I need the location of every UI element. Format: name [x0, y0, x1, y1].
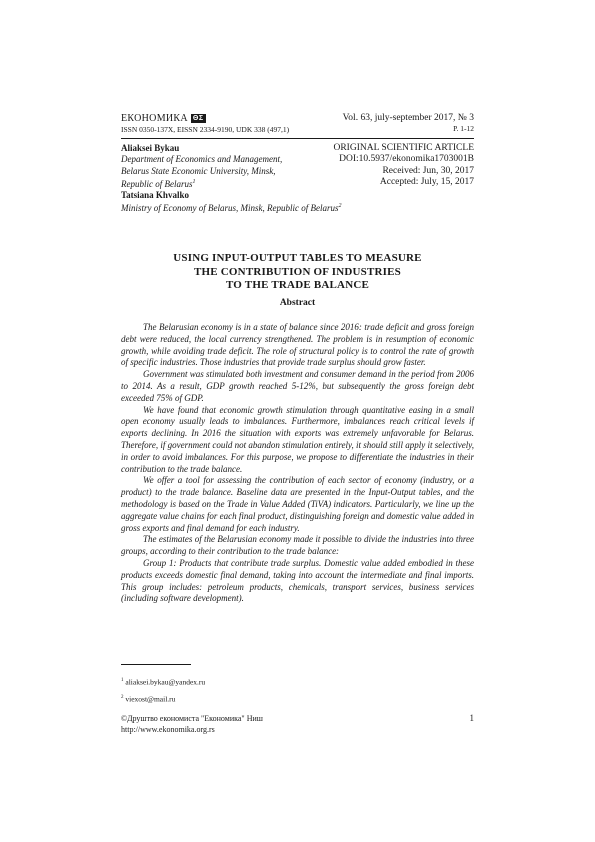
abstract-paragraph: Government was stimulated both investment and consumer demand in the period from 2006 to 2014. As a result, GDP growth reached 5-12%, but subsequently the gross foreign debt exceeded 75% of GDP.: [121, 369, 474, 403]
article-info: [333, 143, 474, 188]
footnote-mark-1: 1: [192, 178, 196, 185]
journal-name: ЕКОНОМИКА: [121, 113, 188, 124]
authors-block: [121, 143, 342, 215]
page-number: 1: [469, 713, 474, 723]
accepted-date: Accepted: July, 15, 2017: [379, 176, 474, 187]
publisher-url: http://www.ekonomika.org.rs: [121, 725, 215, 734]
footnote-mark-2: 2: [338, 203, 342, 210]
footnote-2: [121, 690, 205, 707]
author-2-affiliation: [121, 201, 342, 214]
footnote-2-mark: 2: [121, 694, 124, 700]
journal-header: [121, 113, 289, 134]
author-1-affiliation-line2: Belarus State Economic University, Minsk,: [121, 165, 276, 176]
footnote-divider: [121, 664, 191, 665]
abstract-body: [121, 322, 474, 605]
author-2-name: Tatsiana Khvalko: [121, 190, 189, 201]
author-1-affiliation-line1: Department of Economics and Management,: [121, 154, 283, 165]
abstract-heading: Abstract: [279, 298, 316, 308]
volume-info: [343, 113, 474, 133]
publisher-name: ©Друштво економиста "Економика" Ниш: [121, 714, 263, 723]
author-1-name: Aliaksei Bykau: [121, 143, 180, 153]
page-range: P. 1-12: [453, 124, 474, 133]
abstract-paragraph: The Belarusian economy is in a state of balance since 2016: trade deficit and gross foreign debt were reduced, the local currency strengthened. The problem is in resumption of economic growth, while avoiding trade deficit. The role of structural policy is to control the rate of growth of specific industries. Those industries that provide trade surplus should grow faster.: [121, 322, 474, 368]
footnote-2-email: viexost@mail.ru: [125, 694, 176, 703]
publisher-footer: [121, 713, 263, 735]
abstract-paragraph: We have found that economic growth stimulation through quantitative easing in a small open economy usually leads to imbalances. Furthermore, imbalances reach critical levels if exports declining. In 2016 the situation with exports was extremely unfavorable for Belarus. Therefore, if government could not abandon stimulation entirely, it should still apply it selectively, in order to avoid imbalances. For this purpose, we propose to differentiate the industries in their contribution to the trade balance.: [121, 404, 474, 474]
footnote-1: [121, 673, 205, 690]
footnote-1-mark: 1: [121, 678, 124, 683]
journal-logo: ΘΣ: [192, 115, 204, 122]
abstract-paragraph: Group 1: Products that contribute trade surplus. Domestic value added embodied in these products exceeds domestic final demand, taking into account the intermediate and final imports. This group includes: petroleum products, chemicals, transport services, business services (including software development).: [121, 557, 474, 604]
footnotes: [121, 673, 205, 706]
issn-line: ISSN 0350-137X, EISSN 2334-9190, UDK 338 (497,1): [121, 125, 290, 134]
article-title: [121, 252, 474, 293]
title-line-1: USING INPUT-OUTPUT TABLES TO MEASURE: [173, 252, 422, 264]
received-date: Received: Jun, 30, 2017: [382, 165, 474, 176]
author-2-affiliation-text: Ministry of Economy of Belarus, Minsk, Republic of Belarus: [121, 203, 339, 214]
author-1-country: Republic of Belarus: [121, 178, 193, 189]
footnote-1-email: aliaksei.bykau@yandex.ru: [125, 677, 206, 687]
article-type: ORIGINAL SCIENTIFIC ARTICLE: [333, 143, 474, 153]
doi: DOI:10.5937/ekonomika1703001B: [339, 154, 474, 165]
abstract-paragraph: The estimates of the Belarusian economy made it possible to divide the industries into three groups, according to their contribution to the trade balance:: [121, 534, 474, 557]
header-divider: [121, 138, 474, 139]
author-1-affiliation-line3: [121, 177, 331, 190]
title-line-3: TO THE TRADE BALANCE: [225, 279, 370, 291]
volume-line: Vol. 63, july-september 2017, № 3: [342, 113, 474, 123]
abstract-paragraph: We offer a tool for assessing the contribution of each sector of economy (industry, or a product) to the trade balance. Baseline data are presented in the Input-Output tables, and the methodology is based on the Trade in Value Added (TiVA) indicators. Particularly, we line up the aggregate value chains for each final product, distinguishing foreign and domestic value added in gross exports and final demand for each industry.: [121, 475, 474, 533]
title-line-2: THE CONTRIBUTION OF INDUSTRIES: [194, 265, 401, 278]
journal-name-line: [121, 113, 289, 124]
